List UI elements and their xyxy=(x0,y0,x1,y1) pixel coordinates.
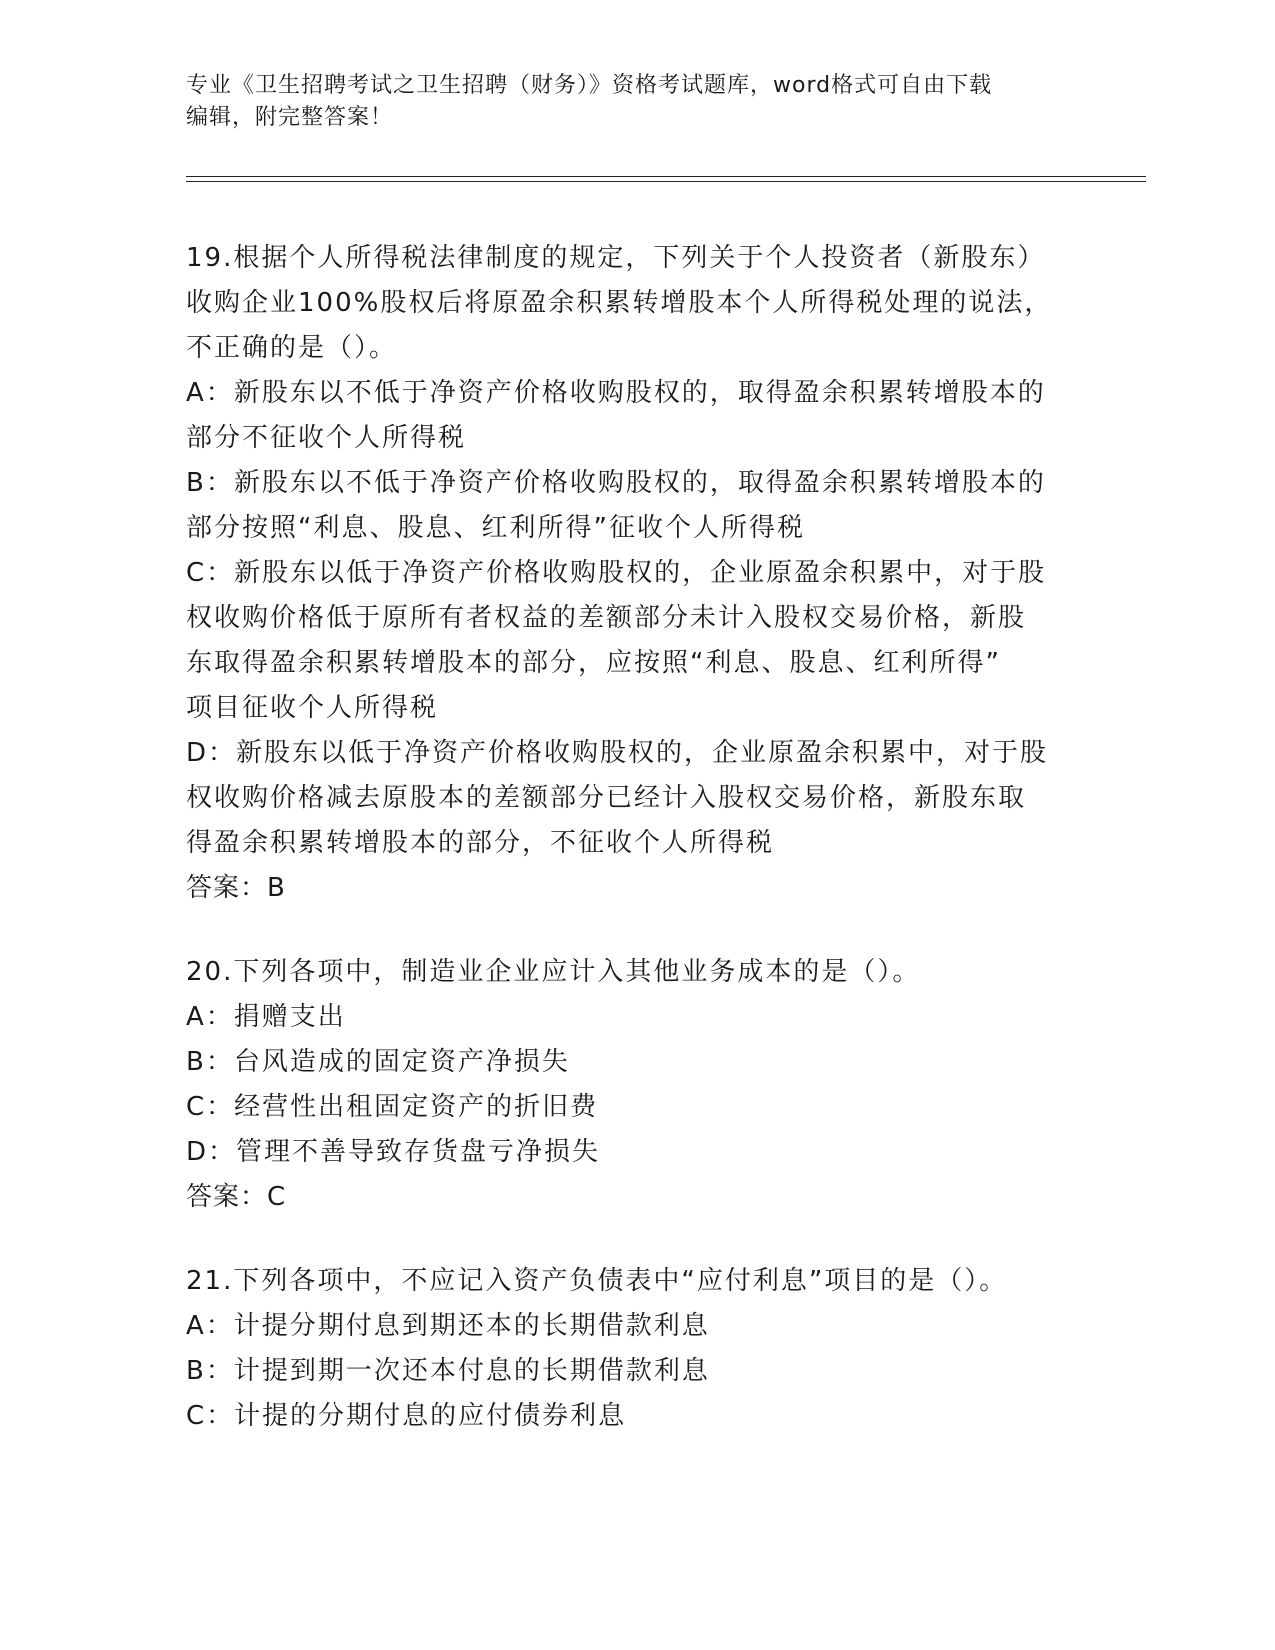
question-20 xyxy=(186,950,1086,1220)
header-line-1: 专业《卫生招聘考试之卫生招聘（财务）》资格考试题库，word格式可自由下载 xyxy=(186,73,993,98)
question-stem-line: 19.根据个人所得税法律制度的规定，下列关于个人投资者（新股东） xyxy=(186,243,1046,273)
answer-line: 答案：C xyxy=(186,1182,287,1212)
option-line: 部分不征收个人所得税 xyxy=(186,423,467,453)
option-line: C：新股东以低于净资产价格收购股权的，企业原盈余积累中，对于股 xyxy=(186,558,1047,588)
question-19 xyxy=(186,236,1086,911)
question-stem-line: 收购企业100%股权后将原盈余积累转增股本个人所得税处理的说法， xyxy=(186,288,1053,318)
question-stem-line: 21.下列各项中，不应记入资产负债表中“应付利息”项目的是（）。 xyxy=(186,1266,1008,1296)
question-21 xyxy=(186,1259,1086,1439)
question-stem-line: 不正确的是（）。 xyxy=(186,333,398,363)
option-line: 项目征收个人所得税 xyxy=(186,693,439,723)
option-line: 权收购价格低于原所有者权益的差额部分未计入股权交易价格，新股 xyxy=(186,603,1027,633)
option-line: 得盈余积累转增股本的部分，不征收个人所得税 xyxy=(186,828,775,858)
question-stem-line: 20.下列各项中，制造业企业应计入其他业务成本的是（）。 xyxy=(186,957,921,987)
option-line: 权收购价格减去原股本的差额部分已经计入股权交易价格，新股东取 xyxy=(186,783,1027,813)
option-line: B：新股东以不低于净资产价格收购股权的，取得盈余积累转增股本的 xyxy=(186,468,1046,498)
header-double-rule xyxy=(186,176,1146,182)
option-d xyxy=(186,731,1086,866)
option-b: B：台风造成的固定资产净损失 xyxy=(186,1047,570,1077)
option-b: B：计提到期一次还本付息的长期借款利息 xyxy=(186,1356,710,1386)
option-a xyxy=(186,371,1086,461)
option-a: A：捐赠支出 xyxy=(186,1002,346,1032)
header-line-2: 编辑，附完整答案！ xyxy=(186,105,394,130)
option-c: C：计提的分期付息的应付债券利息 xyxy=(186,1401,627,1431)
option-d: D：管理不善导致存货盘亏净损失 xyxy=(186,1137,601,1167)
option-c xyxy=(186,551,1086,731)
option-line: D：新股东以低于净资产价格收购股权的，企业原盈余积累中，对于股 xyxy=(186,738,1049,768)
option-line: A：新股东以不低于净资产价格收购股权的，取得盈余积累转增股本的 xyxy=(186,378,1046,408)
answer-line: 答案：B xyxy=(186,873,286,903)
document-header xyxy=(186,70,1066,134)
questions-list xyxy=(186,236,1086,1478)
option-b xyxy=(186,461,1086,551)
option-line: 东取得盈余积累转增股本的部分，应按照“利息、股息、红利所得” xyxy=(186,648,1001,678)
option-a: A：计提分期付息到期还本的长期借款利息 xyxy=(186,1311,710,1341)
option-c: C：经营性出租固定资产的折旧费 xyxy=(186,1092,599,1122)
option-line: 部分按照“利息、股息、红利所得”征收个人所得税 xyxy=(186,513,805,543)
